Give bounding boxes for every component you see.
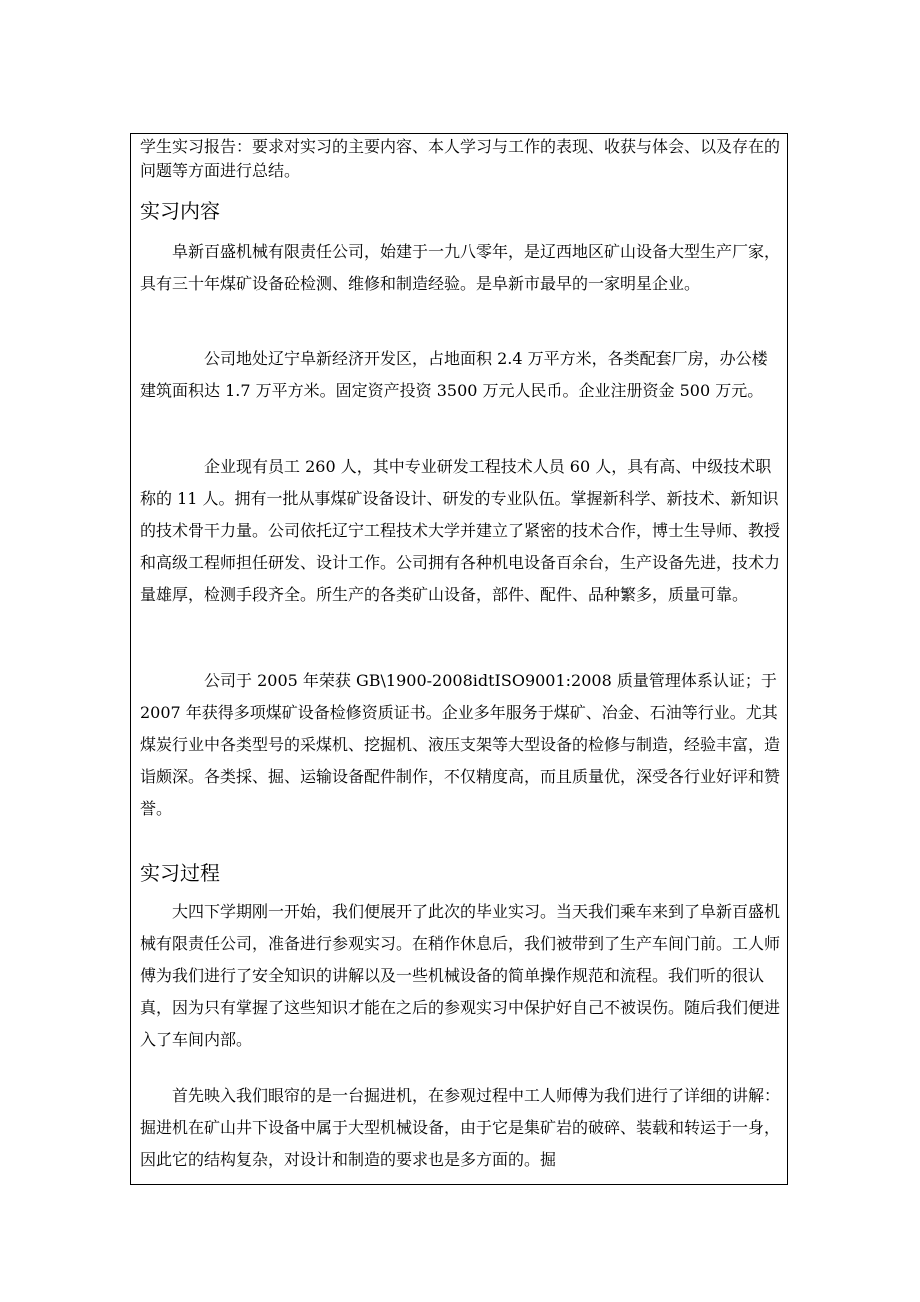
report-frame (130, 133, 788, 1185)
section-title-content: 实习内容 (140, 199, 220, 223)
paragraph: 首先映入我们眼帘的是一台掘进机，在参观过程中工人师傅为我们进行了详细的讲解：掘进机在矿山井下设备中属于大型机械设备，由于它是集矿岩的破碎、装载和转运于一身，因此它的结构复杂，对设计和制造的要求也是多方面的。掘 (140, 1086, 781, 1169)
paragraph: 公司于 2005 年荣获 GB\1900-2008idtISO9001:2008 质量管理体系认证；于 2007 年获得多项煤矿设备检修资质证书。企业多年服务于煤矿、冶金、石油等行业。尤其煤炭行业中各类型号的采煤机、挖掘机、液压支架等大型设备的检修与制造，经验丰富，造诣颇深。各类採、掘、运输设备配件制作，不仅精度高，而且质量优，深受各行业好评和赞誉。 (140, 671, 781, 818)
paragraph: 大四下学期刚一开始，我们便展开了此次的毕业实习。当天我们乘车来到了阜新百盛机械有限责任公司，准备进行参观实习。在稍作休息后，我们被带到了生产车间门前。工人师傅为我们进行了安全知识的讲解以及一些机械设备的简单操作规范和流程。我们听的很认真，因为只有掌握了这些知识才能在之后的参观实习中保护好自己不被误伤。随后我们便进入了车间内部。 (140, 902, 781, 1049)
section-title-process: 实习过程 (140, 861, 220, 885)
paragraph: 企业现有员工 260 人，其中专业研发工程技术人员 60 人，具有高、中级技术职称的 11 人。拥有一批从事煤矿设备设计、研发的专业队伍。掌握新科学、新技术、新知识的技术骨干力量。公司依托辽宁工程技术大学并建立了紧密的技术合作，博士生导师、教授和高级工程师担任研发、设计工作。公司拥有各种机电设备百余台，生产设备先进，技术力量雄厚，检测手段齐全。所生产的各类矿山设备，部件、配件、品种繁多，质量可靠。 (140, 457, 781, 604)
paragraph: 公司地处辽宁阜新经济开发区，占地面积 2.4 万平方米，各类配套厂房，办公楼建筑面积达 1.7 万平方米。固定资产投资 3500 万元人民币。企业注册资金 500 万元。 (140, 349, 768, 400)
report-instructions: 学生实习报告：要求对实习的主要内容、本人学习与工作的表现、收获与体会、以及存在的问题等方面进行总结。 (140, 137, 781, 180)
paragraph: 阜新百盛机械有限责任公司，始建于一九八零年，是辽西地区矿山设备大型生产厂家，具有三十年煤矿设备砼检测、维修和制造经验。是阜新市最早的一家明星企业。 (140, 242, 781, 293)
